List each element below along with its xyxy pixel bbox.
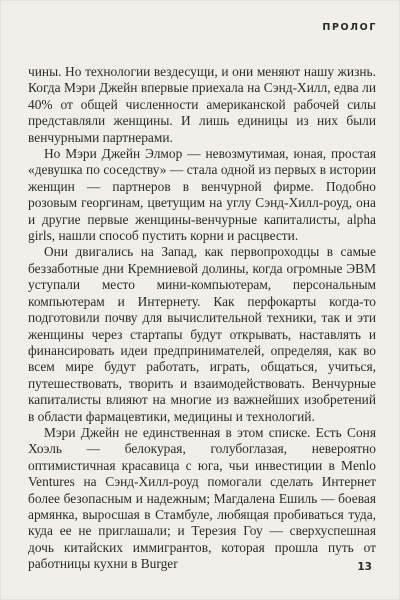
paragraph-1: чины. Но технологии вездесущи, и они меняют нашу жизнь. Когда Мэри Джейн впервые приехала на Сэнд-Хилл, едва ли 40% от общей численности американской рабочей силы представляли женщины. И лишь единицы из них были венчурными партнерами. bbox=[28, 64, 376, 145]
body-text bbox=[28, 64, 376, 573]
running-head: ПРОЛОГ bbox=[322, 22, 377, 33]
page-number: 13 bbox=[357, 561, 372, 573]
paragraph-4: Мэри Джейн не единственная в этом списке. Есть Соня Хоэль — белокурая, голубоглазая, невероятно оптимистичная красавица с юга, чьи инвестиции в Menlo Ventures на Сэнд-Хилл-роуд помогали сделать Интернет более безопасным и надежным; Магдалена Ешиль — боевая армянка, выросшая в Стамбуле, любящая пробиваться туда, куда ее не приглашали; и Терезия Гоу — сверхуспешная дочь китайских иммигрантов, которая прошла путь от работницы кухни в Burger bbox=[28, 424, 376, 572]
paragraph-3: Они двигались на Запад, как первопроходцы в самые беззаботные дни Кремниевой долины, когда огромные ЭВМ уступали место мини-компьютерам, персональным компьютерам и Интернету. Как перфокарты когда-то подготовили почву для вычислительной техники, так и эти женщины через стартапы будут открывать, наставлять и финансировать идеи предпринимателей, определяя, как во всем мире будут работать, играть, общаться, учиться, путешествовать, творить и взаимодействовать. Венчурные капиталисты влияют на многие из важнейших изобретений в области фармацевтики, медицины и технологий. bbox=[28, 244, 376, 424]
paragraph-2: Но Мэри Джейн Элмор — невозмутимая, юная, простая «девушка по соседству» — стала одной из первых в истории женщин — партнеров в венчурной фирме. Подобно розовым георгинам, цветущим на углу Сэнд-Хилл-роуд, она и другие первые женщины-венчурные капиталисты, alpha girls, нашли способ пустить корни и расцвести. bbox=[28, 146, 376, 244]
